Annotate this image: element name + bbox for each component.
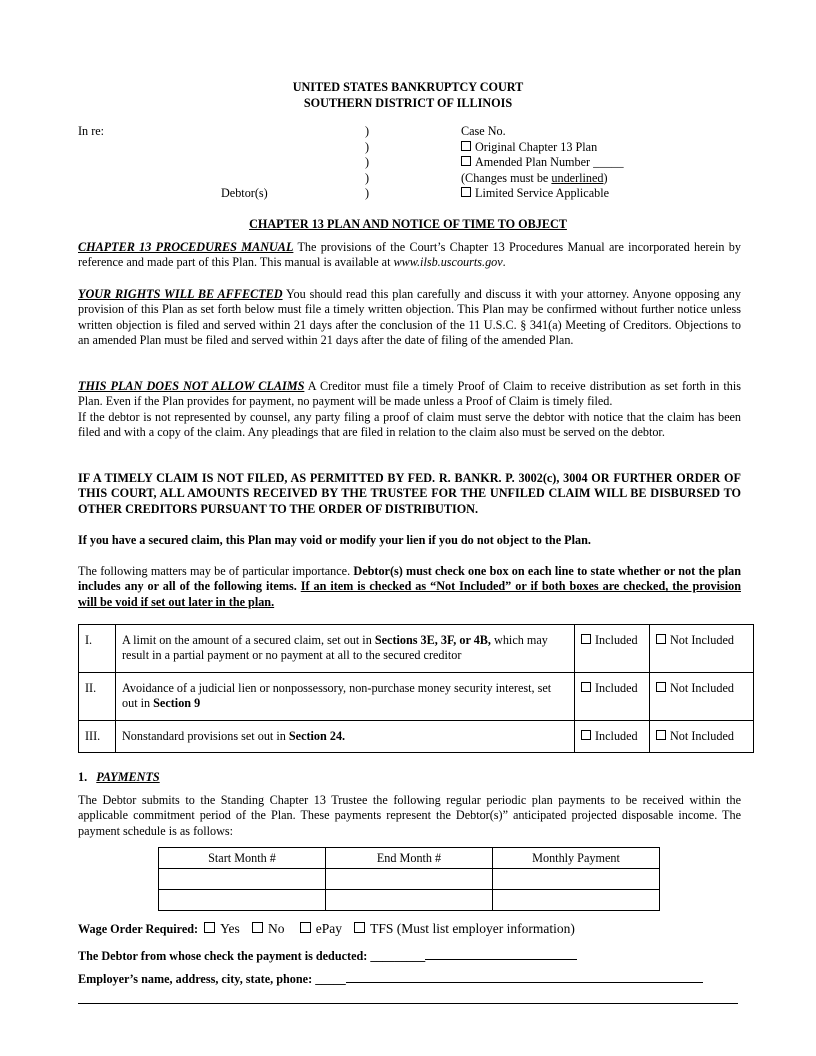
checkbox-icon[interactable] [461,156,471,166]
end-month-cell[interactable] [326,890,493,911]
debtor-check-field[interactable] [425,947,577,960]
checkbox-icon[interactable] [581,730,591,740]
rights-paragraph: YOUR RIGHTS WILL BE AFFECTED You should read this plan carefully and discuss it with your attorney. Anyone opposing any provision of this Plan as set forth below must file a timely written objection. This Plan may be confirmed without further notice unless written objection is filed and served within 21 days after the conclusion of the 11 U.S.C. § 341(a) Meeting of Creditors. Objections to an amended Plan must be filed and served within 21 days after the date of filing of the amended Plan. [78,287,741,348]
employer-row: Employer’s name, address, city, state, phone: _____ [78,970,738,987]
wage-order-row: Wage Order Required: Yes No ePay TFS (Must list employer information) [78,921,575,936]
checkbox-icon[interactable] [252,922,263,933]
matters-paragraph: The following matters may be of particular importance. Debtor(s) must check one box on each line to state whether or not the plan includes any or all of the following items. If an item is checked as “Not Included” or if both boxes are checked, the provision will be void if set out later in the plan. [78,564,741,609]
checkbox-icon[interactable] [581,682,591,692]
start-month-cell[interactable] [159,890,326,911]
item-description: A limit on the amount of a secured claim, set out in Sections 3E, 3F, or 4B, which may result in a partial payment or no payment at all to the secured creditor [116,625,575,673]
monthly-payment-cell[interactable] [493,890,660,911]
payments-heading: 1. PAYMENTS [78,770,160,784]
in-re-label: In re: [78,124,105,138]
limited-service-option[interactable]: Limited Service Applicable [461,186,624,202]
table-row [79,672,754,720]
checkbox-icon[interactable] [354,922,365,933]
debtor-check-row: The Debtor from whose check the payment is deducted: _________ [78,947,618,964]
included-option[interactable]: Included [575,720,650,752]
payment-schedule-table [158,847,660,911]
end-month-cell[interactable] [326,869,493,890]
changes-note: (Changes must be underlined) [461,170,608,185]
checkbox-icon[interactable] [204,922,215,933]
item-description: Avoidance of a judicial lien or nonpossessory, non-purchase money security interest, set out in Section 9 [116,672,575,720]
paren: ) [365,124,370,138]
table-row [159,869,660,890]
start-month-cell[interactable] [159,869,326,890]
caption-parens [365,124,369,202]
warning-paragraph: IF A TIMELY CLAIM IS NOT FILED, AS PERMITTED BY FED. R. BANKR. P. 3002(c), 3004 OR FURTHER ORDER OF THIS COURT, ALL AMOUNTS RECEIVED BY THE TRUSTEE FOR THE UNFILED CLAIM WILL BE DISBURSED TO OTHER CREDITORS PURSUANT TO THE ORDER OF DISTRIBUTION. [78,471,741,516]
employer-field-continued[interactable] [78,1003,738,1004]
secured-claim-notice: If you have a secured claim, this Plan may void or modify your lien if you do not object to the Plan. [78,533,591,547]
manual-paragraph: CHAPTER 13 PROCEDURES MANUAL The provisions of the Court’s Chapter 13 Procedures Manual are incorporated herein by reference and made part of this Plan. This manual is available at www.ilsb.uscourts.gov. [78,240,741,270]
wage-tfs-option[interactable]: TFS (Must list employer information) [354,922,575,936]
checkbox-icon[interactable] [656,730,666,740]
table-header-row [159,848,660,869]
included-option[interactable]: Included [575,625,650,673]
case-no-label: Case No. [461,124,506,138]
amended-plan-option[interactable]: Amended Plan Number _____ [461,155,624,171]
court-name: UNITED STATES BANKRUPTCY COURT [292,80,524,94]
employer-field[interactable] [346,970,703,983]
court-header [0,80,816,111]
item-number: I. [79,625,116,673]
payments-paragraph: The Debtor submits to the Standing Chapter 13 Trustee the following regular periodic plan payments to be received within the applicable commitment period of the Plan. These payments represent the Debtor(s)” anticipated projected disposable income. The payment schedule is as follows: [78,793,741,838]
case-info [461,124,624,202]
item-number: III. [79,720,116,752]
table-row [159,890,660,911]
claims-paragraph: THIS PLAN DOES NOT ALLOW CLAIMS A Creditor must file a timely Proof of Claim to receive distribution as set forth in this Plan. Even if the Plan provides for payment, no payment will be made unless a Proof of Claim is timely filed. [78,379,741,409]
column-header: Start Month # [159,848,326,869]
table-row [79,720,754,752]
not-included-option[interactable]: Not Included [650,672,754,720]
court-district: SOUTHERN DISTRICT OF ILLINOIS [303,95,513,110]
wage-epay-option[interactable]: ePay [300,922,342,936]
column-header: End Month # [326,848,493,869]
debtor-label: Debtor(s) [221,186,268,200]
item-description: Nonstandard provisions set out in Section 24. [116,720,575,752]
wage-no-option[interactable]: No [252,922,285,936]
not-included-option[interactable]: Not Included [650,720,754,752]
wage-yes-option[interactable]: Yes [204,922,240,936]
paren: ) [365,155,370,169]
plan-title: CHAPTER 13 PLAN AND NOTICE OF TIME TO OBJECT [249,217,567,231]
paren: ) [365,139,370,154]
claims-paragraph-2: If the debtor is not represented by counsel, any party filing a proof of claim must serve the debtor with notice that the claim has been filed and with a copy of the claim. Any pleadings that are filed in relation to the claim also must be served on the debtor. [78,410,741,440]
plan-items-table [78,624,754,753]
checkbox-icon[interactable] [461,187,471,197]
checkbox-icon[interactable] [656,682,666,692]
column-header: Monthly Payment [493,848,660,869]
original-plan-option[interactable]: Original Chapter 13 Plan [461,140,624,156]
table-row [79,625,754,673]
monthly-payment-cell[interactable] [493,869,660,890]
checkbox-icon[interactable] [300,922,311,933]
included-option[interactable]: Included [575,672,650,720]
checkbox-icon[interactable] [581,634,591,644]
checkbox-icon[interactable] [656,634,666,644]
paren: ) [365,186,370,200]
paren: ) [365,170,370,185]
checkbox-icon[interactable] [461,141,471,151]
item-number: II. [79,672,116,720]
not-included-option[interactable]: Not Included [650,625,754,673]
